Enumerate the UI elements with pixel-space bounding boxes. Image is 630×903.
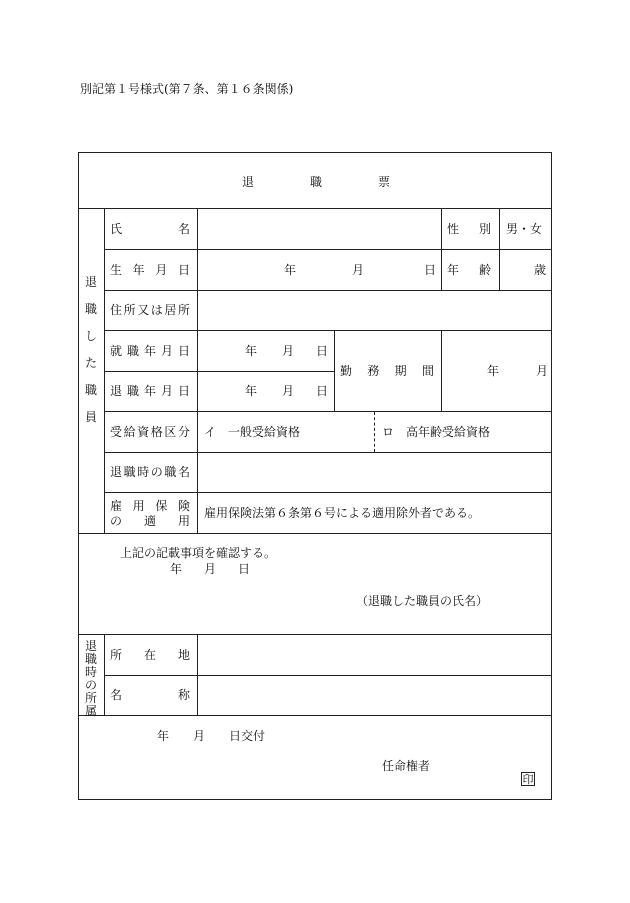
- rule-service-right: [441, 330, 442, 411]
- rule-row-7: [104, 492, 552, 493]
- label-qualification: 受 給 資 格 区 分: [110, 425, 190, 439]
- label-position-at-retirement: 退 職 時 の 職 名: [110, 465, 190, 479]
- appointing-authority: 任命権者: [382, 759, 431, 773]
- label-address: 住 所 又 は 居 所: [110, 303, 190, 317]
- rule-row-1: [104, 249, 552, 250]
- section-label-office: 退 職 時 の 所 属: [84, 639, 97, 718]
- confirm-day: 日: [238, 562, 251, 576]
- leave-month: 月: [282, 384, 295, 398]
- rule-label-column: [197, 208, 198, 533]
- service-years: 年: [487, 364, 500, 378]
- label-insurance-line1: 雇 用 保 険: [110, 499, 190, 513]
- rule-row-5: [104, 411, 552, 412]
- rule-sex-age-right: [499, 208, 500, 290]
- rule-row-2: [104, 290, 552, 291]
- label-insurance-line2: の 適 用: [110, 514, 190, 528]
- label-leave-date: 退 職 年 月 日: [110, 384, 190, 398]
- age-unit: 歳: [534, 263, 547, 277]
- form-title: 退 職 票: [242, 175, 390, 189]
- label-age: 年 齢: [447, 263, 491, 277]
- birth-month: 月: [352, 263, 365, 277]
- confirm-month: 月: [204, 562, 217, 576]
- rule-confirm-bottom: [78, 634, 552, 635]
- rule-office-bottom: [78, 715, 552, 716]
- qualification-option-elderly[interactable]: ロ 高年齢受給資格: [382, 425, 491, 439]
- birth-year: 年: [284, 263, 297, 277]
- label-office-location: 所 在 地: [110, 648, 190, 662]
- rule-office-section: [104, 634, 105, 715]
- issue-day: 日交付: [229, 729, 266, 743]
- rule-service-left: [334, 330, 335, 411]
- label-sex: 性 別: [447, 222, 491, 236]
- insurance-statement: 雇用保険法第６条第６号による適用除外者である。: [204, 506, 481, 520]
- seal-mark: 印: [522, 772, 534, 786]
- rule-row-3: [104, 330, 552, 331]
- label-hire-date: 就 職 年 月 日: [110, 344, 190, 358]
- rule-sex-age-left: [441, 208, 442, 290]
- rule-row-4: [104, 371, 334, 372]
- leave-day: 日: [316, 384, 329, 398]
- confirm-year: 年: [170, 562, 183, 576]
- confirm-signer-name: （退職した職員の氏名）: [356, 594, 489, 608]
- sex-options[interactable]: 男・女: [506, 222, 543, 236]
- rule-employee-section: [104, 208, 105, 533]
- section-label-employee: 退 職 し た 職 員: [84, 275, 97, 424]
- issue-year: 年: [157, 729, 170, 743]
- rule-qualification-divider: [374, 412, 375, 452]
- service-months: 月: [536, 364, 549, 378]
- rule-employee-bottom: [78, 533, 552, 534]
- label-office-name: 名 称: [110, 688, 190, 702]
- issue-month: 月: [193, 729, 206, 743]
- hire-day: 日: [316, 344, 329, 358]
- hire-year: 年: [245, 344, 258, 358]
- rule-title-bottom: [78, 208, 552, 209]
- rule-row-6: [104, 452, 552, 453]
- label-birth-date: 生 年 月 日: [110, 263, 190, 277]
- qualification-option-general[interactable]: イ 一般受給資格: [204, 425, 301, 439]
- label-name: 氏 名: [110, 222, 190, 236]
- form-caption: 別記第１号様式(第７条、第１６条関係): [80, 82, 294, 96]
- label-service-period: 勤 務 期 間: [340, 364, 434, 378]
- hire-month: 月: [282, 344, 295, 358]
- leave-year: 年: [245, 384, 258, 398]
- rule-office-mid: [104, 675, 552, 676]
- birth-day: 日: [424, 263, 437, 277]
- rule-office-label-column: [197, 634, 198, 715]
- confirm-statement: 上記の記載事項を確認する。: [120, 546, 277, 560]
